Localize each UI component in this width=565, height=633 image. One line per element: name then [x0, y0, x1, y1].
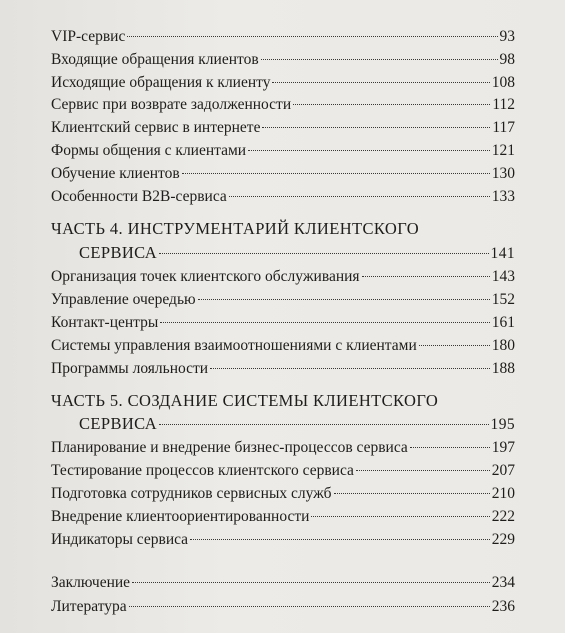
toc-entry-label: Литература [51, 598, 127, 615]
toc-entry-page: 130 [491, 165, 515, 182]
part-4-heading-line2: СЕРВИСА [79, 243, 158, 262]
toc-entry-page: 197 [491, 439, 515, 456]
toc-entry-page: 234 [491, 574, 515, 591]
toc-entry-label: Исходящие обращения к клиенту [51, 74, 271, 91]
toc-entry-page: 236 [491, 598, 515, 615]
dot-leader [272, 82, 489, 83]
toc-entry [51, 289, 515, 311]
toc-entry-label: Внедрение клиентоориентированности [51, 508, 310, 525]
dot-leader [261, 59, 498, 60]
toc-entry-label: Подготовка сотрудников сервисных служб [51, 485, 332, 502]
toc-entry-page: 188 [491, 360, 515, 377]
toc-entry-page: 133 [491, 188, 515, 205]
toc-entry-page: 143 [491, 268, 515, 285]
part-4-page: 141 [490, 245, 515, 262]
part-4-heading: ЧАСТЬ 4. ИНСТРУМЕНТАРИЙ КЛИЕНТСКОГО [51, 219, 420, 238]
toc-entry [51, 312, 515, 334]
dot-leader [410, 447, 490, 448]
dot-leader [190, 539, 490, 540]
toc-entry [51, 94, 515, 116]
toc-entry [51, 572, 515, 594]
part-5-heading-line2: СЕРВИСА [79, 414, 158, 433]
toc-entry-page: 180 [491, 337, 515, 354]
toc-entry [51, 117, 515, 139]
dot-leader [127, 36, 497, 37]
dot-leader [132, 582, 490, 583]
toc-entry-label: Контакт-центры [51, 314, 159, 331]
toc-entry [51, 596, 515, 618]
toc-entry-label: Особенности B2B-сервиса [51, 188, 227, 205]
toc-entry-label: Планирование и внедрение бизнес-процессов сервиса [51, 439, 408, 456]
toc-entry-page: 207 [491, 462, 515, 479]
toc-entry-label: Клиентский сервис в интернете [51, 119, 261, 136]
dot-leader [262, 127, 490, 128]
toc-entry-label: Тестирование процессов клиентского сервиса [51, 462, 354, 479]
toc-entry [51, 26, 515, 48]
dot-leader [356, 470, 490, 471]
toc-entry-label: Входящие обращения клиентов [51, 51, 259, 68]
toc-entry-label: Системы управления взаимоотношениями с клиентами [51, 337, 417, 354]
dot-leader [293, 104, 490, 105]
part-5-heading: ЧАСТЬ 5. СОЗДАНИЕ СИСТЕМЫ КЛИЕНТСКОГО [51, 391, 439, 410]
toc-entry-page: 98 [499, 51, 515, 68]
toc-entry [51, 49, 515, 71]
toc-entry-page: 108 [491, 74, 515, 91]
toc-entry [51, 529, 515, 551]
toc-entry [51, 506, 515, 528]
toc-entry-label: Программы лояльности [51, 360, 209, 377]
part-4-heading-continued [79, 242, 515, 264]
toc-entry [51, 163, 515, 185]
toc-entry-page: 93 [499, 28, 515, 45]
toc-entry-page: 121 [491, 142, 515, 159]
toc-entry [51, 437, 515, 459]
toc-entry [51, 140, 515, 162]
toc-entry-page: 222 [491, 508, 515, 525]
toc-entry [51, 266, 515, 288]
toc-entry [51, 460, 515, 482]
dot-leader [311, 516, 489, 517]
dot-leader [198, 299, 490, 300]
toc-entry-label: Формы общения с клиентами [51, 142, 247, 159]
toc-entry-page: 161 [491, 314, 515, 331]
toc-entry-label: Сервис при возврате задолженности [51, 96, 292, 113]
dot-leader [334, 493, 490, 494]
toc-entry-page: 117 [492, 119, 515, 136]
toc-entry-page: 112 [492, 96, 515, 113]
dot-leader [229, 196, 490, 197]
toc-entry-label: Заключение [51, 574, 131, 591]
dot-leader [160, 322, 489, 323]
toc-entry-label: Обучение клиентов [51, 165, 180, 182]
toc-entry-label: VIP-сервис [51, 28, 126, 45]
dot-leader [362, 276, 490, 277]
toc-entry-page: 229 [491, 531, 515, 548]
toc-entry-page: 210 [491, 485, 515, 502]
dot-leader [210, 368, 490, 369]
part-5-heading-continued [79, 413, 515, 435]
toc-entry-label: Управление очередью [51, 291, 196, 308]
toc-entry-page: 152 [491, 291, 515, 308]
toc-entry [51, 335, 515, 357]
toc-entry [51, 358, 515, 380]
toc-entry [51, 186, 515, 208]
toc-entry-label: Индикаторы сервиса [51, 531, 189, 548]
toc-entry [51, 483, 515, 505]
part-5-page: 195 [490, 416, 515, 433]
dot-leader [129, 606, 490, 607]
dot-leader [419, 345, 490, 346]
dot-leader [159, 253, 488, 254]
dot-leader [182, 173, 490, 174]
dot-leader [248, 150, 490, 151]
dot-leader [159, 424, 488, 425]
toc-entry-label: Организация точек клиентского обслуживания [51, 268, 360, 285]
toc-entry [51, 72, 515, 94]
